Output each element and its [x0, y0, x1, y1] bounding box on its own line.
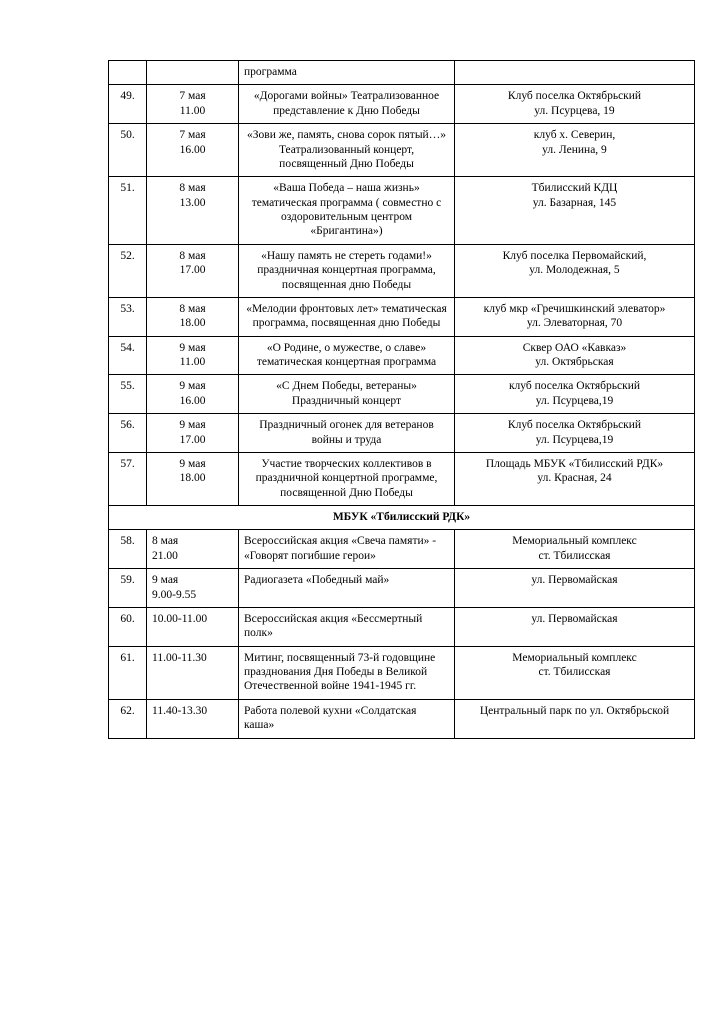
cell-number: 55.: [109, 375, 147, 414]
cell-description: «С Днем Победы, ветераны» Праздничный концерт: [239, 375, 455, 414]
cell-date: 9 мая 17.00: [147, 414, 239, 453]
cell-date: 7 мая 11.00: [147, 85, 239, 124]
cell-place: клуб поселка Октябрьский ул. Псурцева,19: [455, 375, 695, 414]
cell-number: 53.: [109, 297, 147, 336]
cell-number: 54.: [109, 336, 147, 375]
cell-date: 8 мая 21.00: [147, 530, 239, 569]
cell-number: 61.: [109, 646, 147, 699]
table-row: [109, 336, 695, 375]
cell-date: 9 мая 18.00: [147, 452, 239, 505]
cell-number: 58.: [109, 530, 147, 569]
table-row: [109, 177, 695, 245]
table-row: [109, 414, 695, 453]
table-row-partial: [109, 61, 695, 85]
cell-description: «Мелодии фронтовых лет» тематическая программа, посвященная дню Победы: [239, 297, 455, 336]
table-row: [109, 452, 695, 505]
table-section-heading-row: [109, 506, 695, 530]
cell-number: 52.: [109, 244, 147, 297]
cell-description: «Ваша Победа – наша жизнь» тематическая программа ( совместно с оздоровительным центром «Бригантина»): [239, 177, 455, 245]
table-row: [109, 124, 695, 177]
cell-description: Радиогазета «Победный май»: [239, 569, 455, 608]
cell-date: 8 мая 18.00: [147, 297, 239, 336]
cell-description: «Зови же, память, снова сорок пятый…» Театрализованный концерт, посвященный Дню Победы: [239, 124, 455, 177]
table-row: [109, 569, 695, 608]
cell-date: 8 мая 17.00: [147, 244, 239, 297]
cell-date: [147, 61, 239, 85]
table-row: [109, 530, 695, 569]
table-row: [109, 699, 695, 738]
cell-date: 11.00-11.30: [147, 646, 239, 699]
cell-place: Мемориальный комплекс ст. Тбилисская: [455, 646, 695, 699]
cell-description: Всероссийская акция «Бессмертный полк»: [239, 607, 455, 646]
cell-number: 56.: [109, 414, 147, 453]
cell-place: Центральный парк по ул. Октябрьской: [455, 699, 695, 738]
events-table: [108, 60, 695, 739]
table-row: [109, 244, 695, 297]
cell-number: 59.: [109, 569, 147, 608]
cell-date: 10.00-11.00: [147, 607, 239, 646]
cell-place: клуб мкр «Гречишкинский элеватор» ул. Элеваторная, 70: [455, 297, 695, 336]
table-row: [109, 607, 695, 646]
cell-date: 11.40-13.30: [147, 699, 239, 738]
cell-date: 9 мая 11.00: [147, 336, 239, 375]
cell-number: 60.: [109, 607, 147, 646]
cell-place: Клуб поселка Октябрьский ул. Псурцева,19: [455, 414, 695, 453]
cell-place: Площадь МБУК «Тбилисский РДК» ул. Красная, 24: [455, 452, 695, 505]
table-body: [109, 61, 695, 739]
cell-number: 62.: [109, 699, 147, 738]
cell-description: «Нашу память не стереть годами!» праздничная концертная программа, посвященная дню Победы: [239, 244, 455, 297]
section-heading: МБУК «Тбилисский РДК»: [109, 506, 695, 530]
cell-place: Тбилисский КДЦ ул. Базарная, 145: [455, 177, 695, 245]
cell-place: Сквер ОАО «Кавказ» ул. Октябрьская: [455, 336, 695, 375]
cell-place: клуб х. Северин, ул. Ленина, 9: [455, 124, 695, 177]
cell-description: «Дорогами войны» Театрализованное представление к Дню Победы: [239, 85, 455, 124]
cell-number: 49.: [109, 85, 147, 124]
cell-date: 9 мая 9.00-9.55: [147, 569, 239, 608]
cell-description: Праздничный огонек для ветеранов войны и труда: [239, 414, 455, 453]
cell-number: [109, 61, 147, 85]
cell-description: «О Родине, о мужестве, о славе» тематическая концертная программа: [239, 336, 455, 375]
cell-place: Клуб поселка Октябрьский ул. Псурцева, 19: [455, 85, 695, 124]
cell-number: 51.: [109, 177, 147, 245]
cell-date: 7 мая 16.00: [147, 124, 239, 177]
cell-place: Мемориальный комплекс ст. Тбилисская: [455, 530, 695, 569]
table-row: [109, 375, 695, 414]
cell-description: Всероссийская акция «Свеча памяти» - «Говорят погибшие герои»: [239, 530, 455, 569]
table-row: [109, 297, 695, 336]
cell-number: 50.: [109, 124, 147, 177]
cell-place: [455, 61, 695, 85]
table-row: [109, 646, 695, 699]
table-row: [109, 85, 695, 124]
cell-date: 9 мая 16.00: [147, 375, 239, 414]
cell-description: Участие творческих коллективов в праздничной концертной программе, посвященной Дню Победы: [239, 452, 455, 505]
cell-description: Митинг, посвященный 73-й годовщине празднования Дня Победы в Великой Отечественной войне 1941-1945 гг.: [239, 646, 455, 699]
cell-number: 57.: [109, 452, 147, 505]
cell-place: ул. Первомайская: [455, 569, 695, 608]
cell-description: Работа полевой кухни «Солдатская каша»: [239, 699, 455, 738]
cell-place: Клуб поселка Первомайский, ул. Молодежная, 5: [455, 244, 695, 297]
cell-description: программа: [239, 61, 455, 85]
cell-date: 8 мая 13.00: [147, 177, 239, 245]
cell-place: ул. Первомайская: [455, 607, 695, 646]
